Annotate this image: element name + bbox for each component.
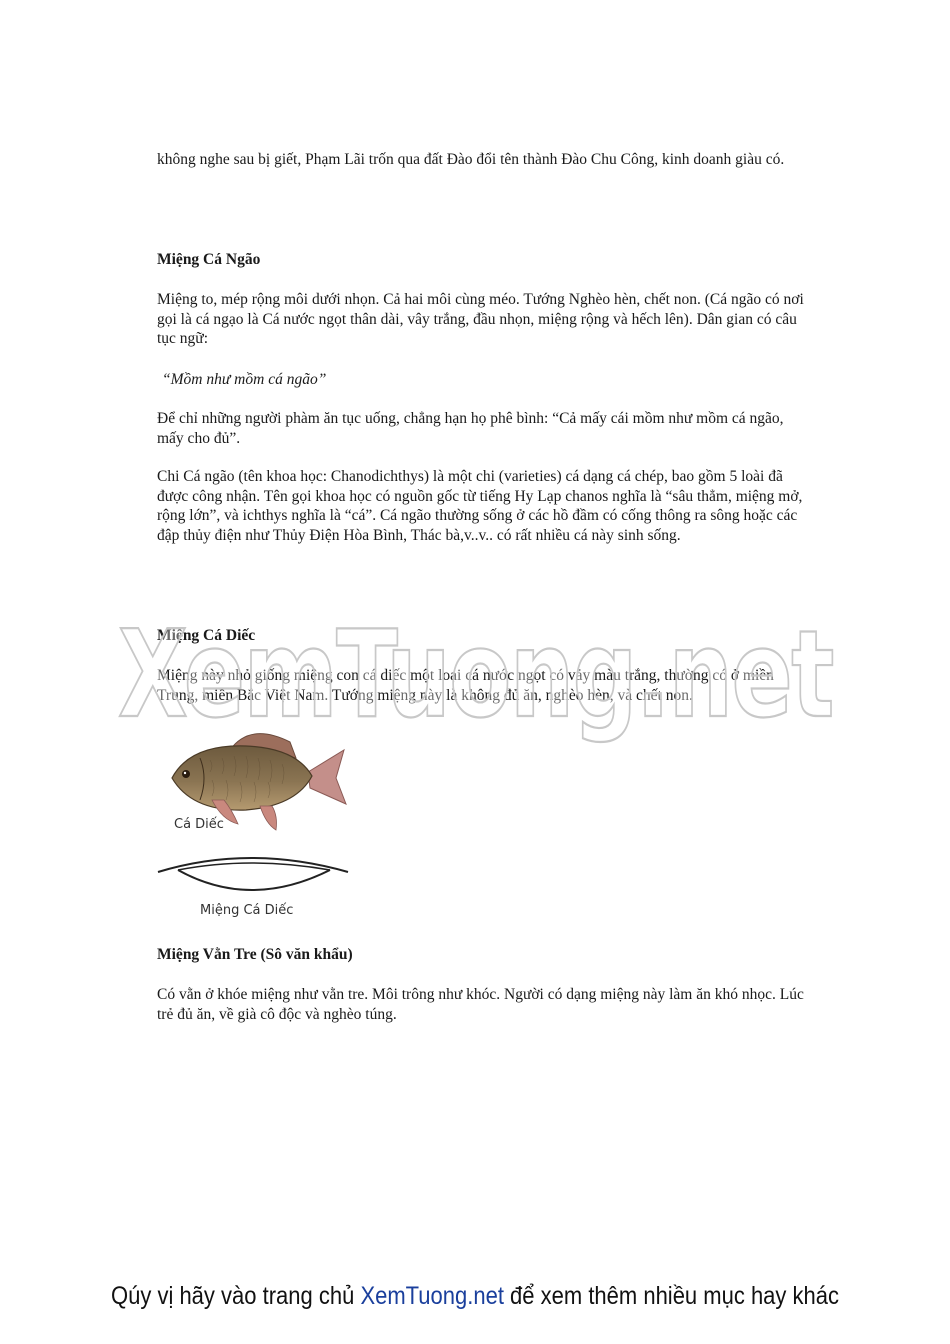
footer-banner [57, 1282, 893, 1311]
ngao-paragraph-3: Chi Cá ngão (tên khoa học: Chanodichthys) là một chi (varieties) cá dạng cá chép, bao gồm 5 loài đã được công nhận. Tên gọi khoa học có nguồn gốc từ tiếng Hy Lạp chanos nghĩa là “sâu thẳm, miệng mở, rộng lớn”, và ichthys nghĩa là “cá”. Cá ngão thường sống ở các hồ đầm có cống thông ra sông hoặc các đập thủy điện như Thủy Điện Hòa Bình, Thác bà,v..v.. có rất nhiều cá này sinh sống. [157, 468, 803, 544]
mouth-label: Miệng Cá Diếc [200, 903, 294, 918]
watermark-text: XemTuong.net [118, 606, 833, 745]
intro-paragraph: không nghe sau bị giết, Phạm Lãi trốn qua đất Đào đổi tên thành Đào Chu Công, kinh doanh giàu có. [157, 151, 785, 168]
ca-diec-figure [150, 720, 360, 925]
heading-mieng-ca-diec: Miệng Cá Diếc [157, 627, 256, 644]
diec-paragraph: Miệng này nhỏ giống miệng con cá diếc một loại cá nước ngọt có vảy màu trắng, thường có ở miền Trung, miền Bắc Việt Nam. Tướng miệng này là không đủ ăn, nghèo hèn, và chết non. [157, 667, 774, 704]
footer-site-link[interactable]: XemTuong.net [360, 1282, 504, 1310]
footer-text-after: để xem thêm nhiều mục hay khác [503, 1282, 840, 1310]
footer-text-before: Qúy vị hãy vào trang chủ [110, 1282, 361, 1310]
heading-mieng-ca-ngao: Miệng Cá Ngão [157, 251, 261, 268]
ngao-paragraph-1: Miệng to, mép rộng môi dưới nhọn. Cả hai môi cùng méo. Tướng Nghèo hèn, chết non. (Cá ngão có nơi gọi là cá ngạo là Cá nước ngọt thân dài, vây trắng, đầu nhọn, miệng rộng và hếch lên). Dân gian có câu tục ngữ: [157, 291, 804, 347]
ngao-paragraph-2: Để chỉ những người phàm ăn tục uống, chẳng hạn họ phê bình: “Cả mấy cái mồm như mồm cá ngão, mấy cho đủ”. [157, 410, 784, 447]
heading-mieng-van-tre: Miệng Vằn Tre (Sô văn khẩu) [157, 946, 353, 963]
fish-label: Cá Diếc [174, 817, 224, 832]
van-tre-paragraph: Có vằn ở khóe miệng như vằn tre. Môi trông như khóc. Người có dạng miệng này làm ăn khó nhọc. Lúc trẻ đủ ăn, về già cô độc và nghèo túng. [157, 986, 804, 1023]
ngao-quote: “Mồm như mồm cá ngão” [162, 371, 327, 388]
